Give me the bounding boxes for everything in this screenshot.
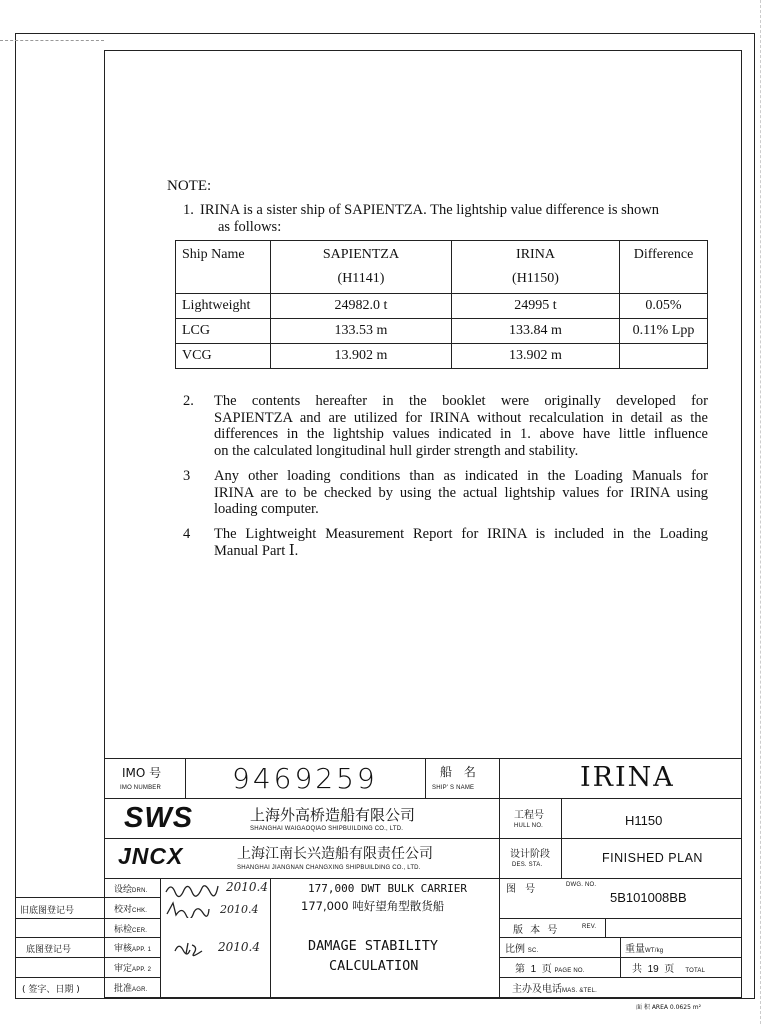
sws-name-cn: 上海外高桥造船有限公司 <box>250 806 416 824</box>
date-checked: 2010.4 <box>220 903 259 916</box>
sapientza-value: 133.53 m <box>271 319 452 344</box>
item-3-line: Any other loading conditions than as indicated in the Loading Manuals for <box>214 468 708 484</box>
contact-field: 主办及电话MAS. &TEL. <box>512 984 598 995</box>
item-2-line: SAPIENTZA and are utilized for IRINA without recalculation in detail as the <box>214 409 708 426</box>
ship-name: IRINA <box>580 762 675 793</box>
item-1-line-2: as follows: <box>218 219 282 235</box>
jncx-name-cn: 上海江南长兴造船有限责任公司 <box>237 846 433 862</box>
date-drawn: 2010.4 <box>226 880 268 894</box>
sign-date-label: ( 签字、日期 ) <box>22 985 80 995</box>
item-2-line: The contents hereafter in the booklet were originally developed for <box>214 393 708 409</box>
ship-label-en: SHIP' S NAME <box>432 785 475 791</box>
table-header-row <box>176 241 708 294</box>
area-note: 面 积 AREA 0.0625 m² <box>636 1004 702 1011</box>
row-label: LCG <box>176 319 271 344</box>
row-label: Lightweight <box>176 294 271 319</box>
jncx-name-en: SHANGHAI JIANGNAN CHANGXING SHIPBUILDING CO., LTD. <box>237 865 421 871</box>
table-row <box>176 344 708 369</box>
des-label-en: DES. STA. <box>512 862 543 868</box>
header-ship-name: Ship Name <box>176 241 271 294</box>
rev-label-en: REV. <box>582 924 597 930</box>
scale-label: 比例 SC. <box>505 944 539 955</box>
imo-label-en: IMO NUMBER <box>120 785 161 791</box>
hull-number: H1150 <box>625 813 663 828</box>
role-approved-1: 审核APP. 1 <box>114 944 152 954</box>
item-1-line-1: IRINA is a sister ship of SAPIENTZA. The lightship value difference is shown <box>200 202 659 218</box>
item-3-line: loading computer. <box>214 501 319 517</box>
signature-approved <box>172 939 206 957</box>
item-1-number: 1. <box>183 202 194 218</box>
irina-value: 133.84 m <box>452 319 620 344</box>
sws-logo: SWS <box>124 802 194 834</box>
sapientza-value: 24982.0 t <box>271 294 452 319</box>
dwg-label-cn: 图 号 <box>506 884 539 895</box>
difference-value: 0.11% Lpp <box>620 319 708 344</box>
role-approved-2: 审定APP. 2 <box>114 964 152 974</box>
base-register-label: 底图登记号 <box>26 945 72 955</box>
role-checked: 校对CHK. <box>114 905 148 915</box>
date-approved: 2010.4 <box>218 940 260 954</box>
old-register-label: 旧底图登记号 <box>20 906 75 916</box>
role-agreed: 批准AGR. <box>114 984 148 994</box>
table-row <box>176 294 708 319</box>
jncx-logo: JNCX <box>118 843 184 869</box>
item-2-text <box>214 393 708 459</box>
sapientza-value: 13.902 m <box>271 344 452 369</box>
drawing-number: 5B101008BB <box>610 890 687 905</box>
signature-drawn <box>163 880 223 898</box>
role-drawn: 设绘DRN. <box>114 885 148 895</box>
item-4-line: Manual Part Ⅰ. <box>214 542 299 559</box>
item-3-text <box>214 468 708 518</box>
item-2-line: differences in the lightship values indicated in 1. above have little influence <box>214 426 708 442</box>
item-4-line: The Lightweight Measurement Report for IRINA is included in the Loading <box>214 526 708 542</box>
item-4-number: 4 <box>183 526 191 542</box>
signature-checked <box>163 900 213 918</box>
vessel-type-en: 177,000 DWT BULK CARRIER <box>308 882 467 895</box>
dwg-label-en: DWG. NO. <box>566 882 597 888</box>
table-row <box>176 319 708 344</box>
item-3-number: 3 <box>183 468 191 484</box>
lightship-table <box>175 240 708 369</box>
irina-value: 13.902 m <box>452 344 620 369</box>
item-2-line: on the calculated longitudinal hull girder strength and stability. <box>214 442 579 459</box>
note-title: NOTE: <box>167 178 212 194</box>
item-2-number: 2. <box>183 393 194 409</box>
sws-name-en: SHANGHAI WAIGAOQIAO SHIPBUILDING CO., LTD. <box>250 826 404 832</box>
page-number-field: 第 1 页 PAGE NO. <box>515 964 585 975</box>
imo-number: 9469259 <box>232 762 378 795</box>
row-label: VCG <box>176 344 271 369</box>
total-pages-field: 共 19 页 TOTAL <box>632 964 706 975</box>
vessel-type-cn: 177,000 吨好望角型散货船 <box>301 899 445 913</box>
header-irina: IRINA (H1150) <box>452 241 620 294</box>
item-4-text <box>214 526 708 559</box>
imo-label-cn: IMO 号 <box>122 766 162 780</box>
irina-value: 24995 t <box>452 294 620 319</box>
item-3-line: IRINA are to be checked by using the actual lightship values for IRINA using <box>214 484 708 501</box>
header-sapientza: SAPIENTZA (H1141) <box>271 241 452 294</box>
document-title-line-2: CALCULATION <box>329 958 419 974</box>
header-difference: Difference <box>620 241 708 294</box>
des-label-cn: 设计阶段 <box>510 849 550 860</box>
role-certified: 标检CER. <box>114 925 148 935</box>
hull-label-en: HULL NO. <box>514 823 544 829</box>
rev-label-cn: 版 本 号 <box>513 925 560 936</box>
hull-label-cn: 工程号 <box>514 810 544 821</box>
design-stage: FINISHED PLAN <box>602 851 703 865</box>
edge-line <box>760 0 761 1024</box>
weight-label: 重量WT/kg <box>625 944 664 955</box>
ship-label-cn: 船 名 <box>440 765 480 779</box>
difference-value: 0.05% <box>620 294 708 319</box>
difference-value <box>620 344 708 369</box>
cut-line <box>0 40 104 41</box>
document-title-line-1: DAMAGE STABILITY <box>308 938 439 954</box>
